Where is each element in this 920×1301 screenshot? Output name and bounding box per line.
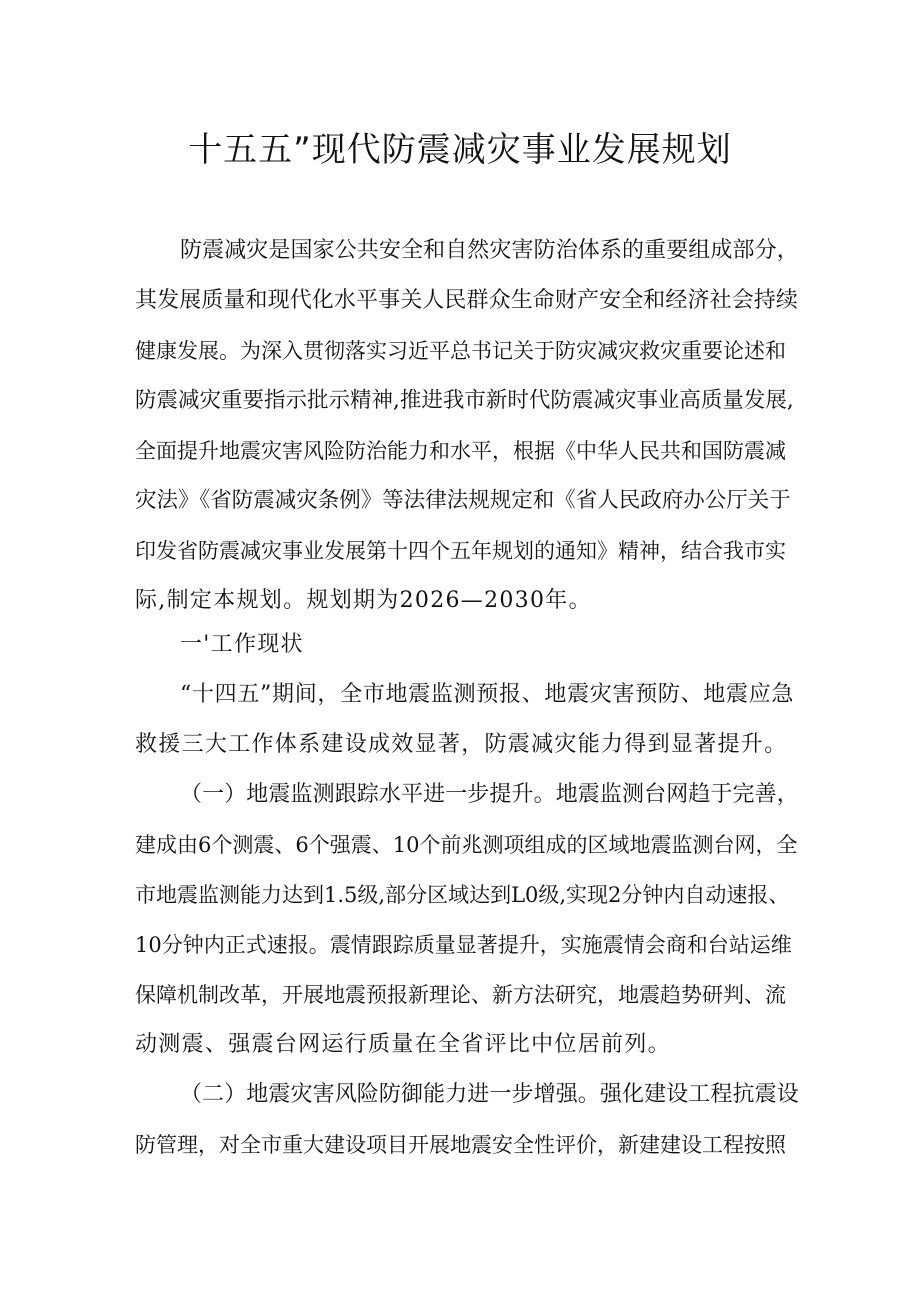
text-line: 健康发展。为深入贯彻落实习近平总书记关于防灾减灾救灾重要论述和 <box>135 339 786 363</box>
text-line: 防管理，对全市重大建设项目开展地震安全性评价，新建建设工程按照 <box>135 1133 786 1157</box>
text-line: 动测震、强震台网运行质量在全省评比中位居前列。 <box>135 1032 671 1057</box>
text-line: 其发展质量和现代化水平事关人民群众生命财产安全和经济社会持续 <box>135 288 799 313</box>
document-title: 十五五”现代防震减灾事业发展规划 <box>188 130 732 170</box>
text-line: 市地震监测能力达到1.5级,部分区域达到L0级,实现2分钟内自动速报、 <box>135 883 790 907</box>
text-line: （二）地震灾害风险防御能力进一步增强。强化建设工程抗震设 <box>180 1082 799 1107</box>
text-line: 10分钟内正式速报。震情跟踪质量显著提升，实施震情会商和台站运维 <box>135 933 792 957</box>
text-line: 印发省防震减灾事业发展第十四个五年规划的通知》精神，结合我市实 <box>135 539 786 563</box>
text-line: “十四五”期间，全市地震监测预报、地震灾害预防、地震应急 <box>180 682 795 707</box>
text-line: 防震减灾是国家公共安全和自然灾害防治体系的重要组成部分， <box>180 238 799 263</box>
text-line: 灾法》《省防震减灾条例》等法律法规规定和《省人民政府办公厅关于 <box>135 488 791 513</box>
text-line: 建成由6个测震、6个强震、10个前兆测项组成的区域地震监测台网，全 <box>135 833 798 857</box>
text-line: 全面提升地震灾害风险防治能力和水平，根据《中华人民共和国防震减 <box>135 439 786 463</box>
text-line: 保障机制改革，开展地震预报新理论、新方法研究，地震趋势研判、流 <box>135 983 786 1007</box>
text-line: 防震减灾重要指示批示精神,推进我市新时代防震减灾事业高质量发展, <box>135 388 794 413</box>
text-line: 救援三大工作体系建设成效显著，防震减灾能力得到显著提升。 <box>135 732 788 757</box>
text-line: （一）地震监测跟踪水平进一步提升。地震监测台网趋于完善， <box>180 782 799 807</box>
text-line: 际,制定本规划。规划期为2026—2030年。 <box>135 588 592 613</box>
section-heading: 一'工作现状 <box>180 632 304 657</box>
